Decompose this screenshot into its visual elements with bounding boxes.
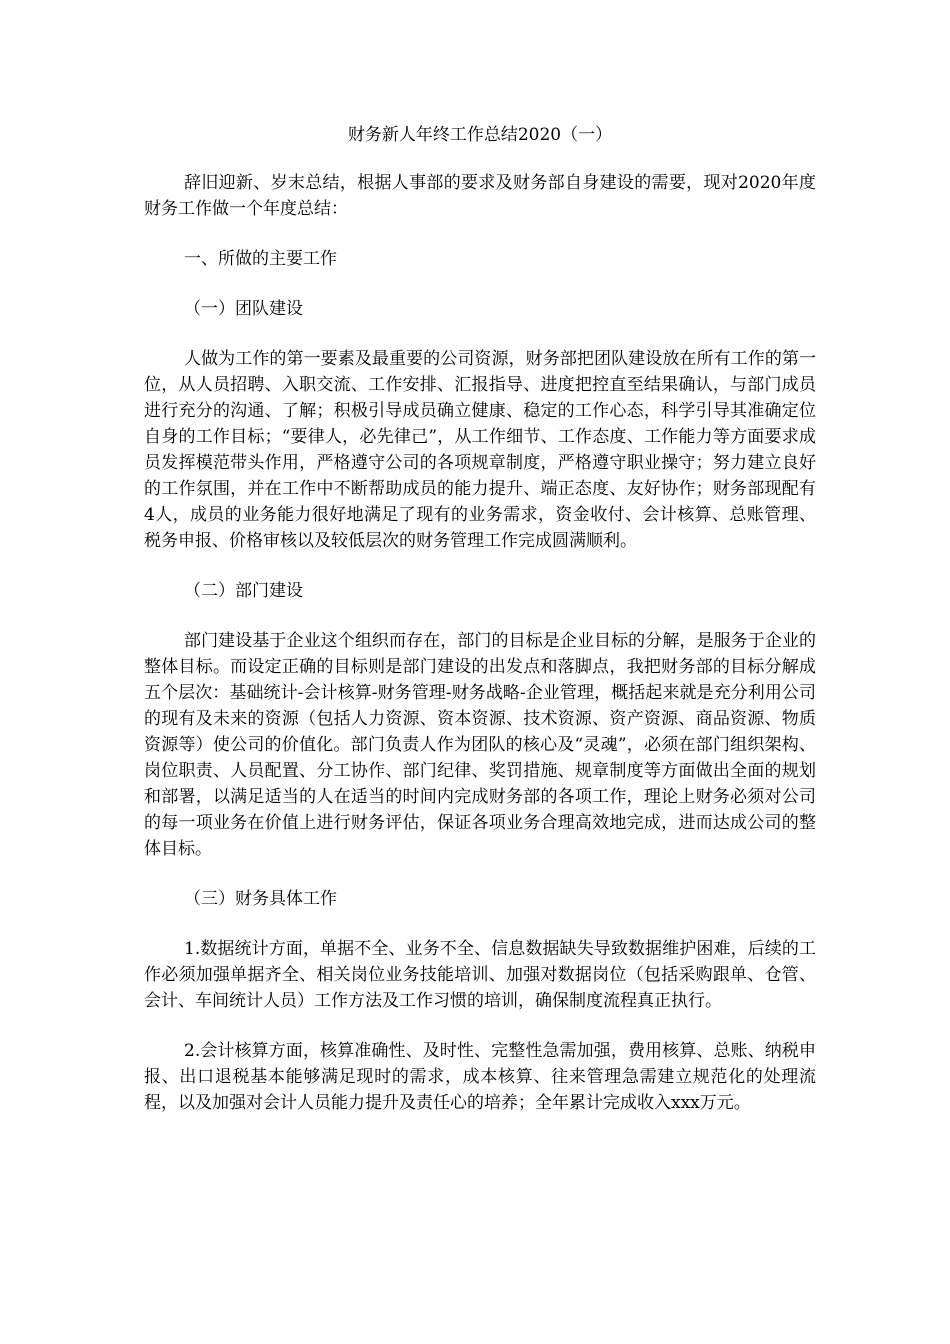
department-building-paragraph: 部门建设基于企业这个组织而存在，部门的目标是企业目标的分解，是服务于企业的整体目标。而设定正确的目标则是部门建设的出发点和落脚点，我把财务部的目标分解成五个层次：基础统计-会计核算-财务管理-财务战略-企业管理，概括起来就是充分利用公司的现有及未来的资源（包括人力资源、资本资源、技术资源、资产资源、商品资源、物质资源等）使公司的价值化。部门负责人作为团队的核心及“灵魂”，必须在部门组织架构、岗位职责、人员配置、分工协作、部门纪律、奖罚措施、规章制度等方面做出全面的规划和部署，以满足适当的人在适当的时间内完成财务部的各项工作，理论上财务必须对公司的每一项业务在价值上进行财务评估，保证各项业务合理高效地完成，进而达成公司的整体目标。 <box>144 631 816 859</box>
subsection-heading-finance-work: （三）财务具体工作 <box>184 889 337 909</box>
subsection-heading-team: （一）团队建设 <box>184 299 303 319</box>
accounting-paragraph: 2.会计核算方面，核算准确性、及时性、完整性急需加强，费用核算、总账、纳税申报、出口退税基本能够满足现时的需求，成本核算、往来管理急需建立规范化的处理流程，以及加强对会计人员能力提升及责任心的培养；全年累计完成收入xxx万元。 <box>144 1041 816 1113</box>
team-building-paragraph: 人做为工作的第一要素及最重要的公司资源，财务部把团队建设放在所有工作的第一位，从人员招聘、入职交流、工作安排、汇报指导、进度把控直至结果确认，与部门成员进行充分的沟通、了解；积极引导成员确立健康、稳定的工作心态，科学引导其准确定位自身的工作目标；“要律人，必先律己”，从工作细节、工作态度、工作能力等方面要求成员发挥模范带头作用，严格遵守公司的各项规章制度，严格遵守职业操守；努力建立良好的工作氛围，并在工作中不断帮助成员的能力提升、端正态度、友好协作；财务部现配有4人，成员的业务能力很好地满足了现有的业务需求，资金收付、会计核算、总账管理、税务申报、价格审核以及较低层次的财务管理工作完成圆满顺利。 <box>144 349 816 551</box>
data-statistics-paragraph: 1.数据统计方面，单据不全、业务不全、信息数据缺失导致数据维护困难，后续的工作必须加强单据齐全、相关岗位业务技能培训、加强对数据岗位（包括采购跟单、仓管、会计、车间统计人员）工作方法及工作习惯的培训，确保制度流程真正执行。 <box>144 939 816 1011</box>
document-page <box>144 122 816 1140</box>
document-title: 财务新人年终工作总结2020（一） <box>347 125 613 145</box>
intro-paragraph: 辞旧迎新、岁末总结，根据人事部的要求及财务部自身建设的需要，现对2020年度财务工作做一个年度总结： <box>144 173 816 219</box>
subsection-heading-department: （二）部门建设 <box>184 581 303 601</box>
section-heading-main-work: 一、所做的主要工作 <box>184 249 337 269</box>
